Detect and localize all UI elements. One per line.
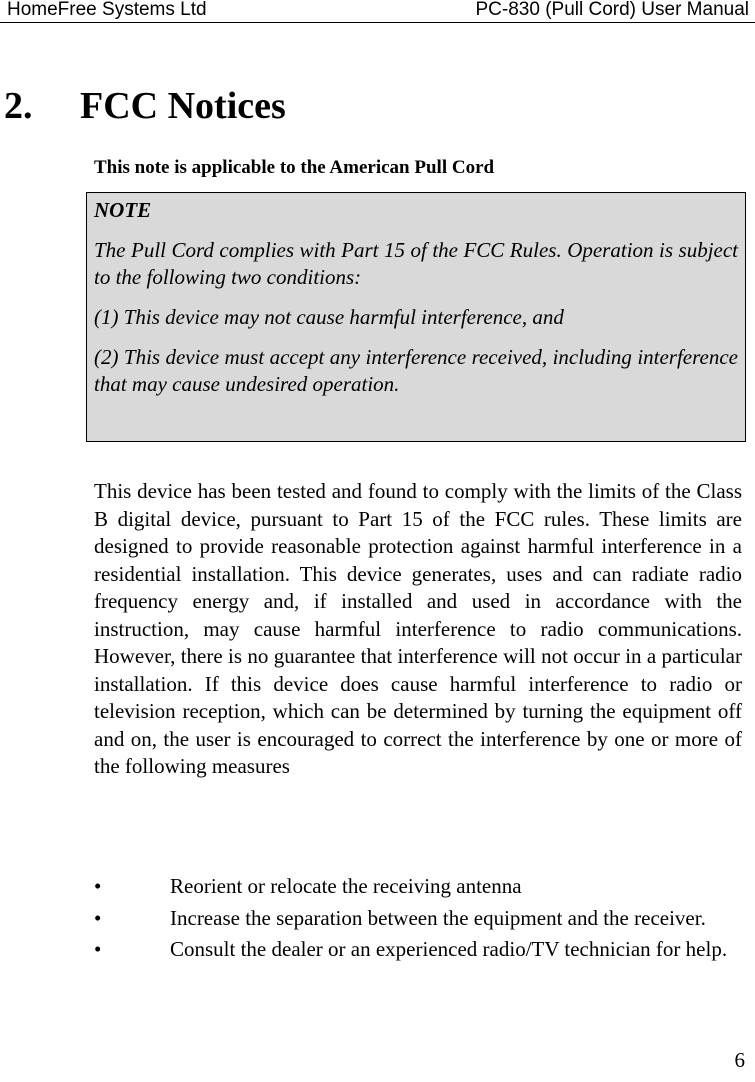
measure-text: Increase the separation between the equipment and the receiver. bbox=[170, 905, 706, 930]
bullet-icon: • bbox=[94, 905, 102, 930]
section-number: 2. bbox=[4, 85, 33, 127]
header-company: HomeFree Systems Ltd bbox=[7, 0, 207, 20]
note-title: NOTE bbox=[94, 198, 152, 222]
note-condition-2: (2) This device must accept any interference received, including interference that may cause undesired operation. bbox=[94, 345, 738, 396]
page-number: 6 bbox=[734, 1048, 745, 1072]
list-item bbox=[94, 936, 742, 964]
bullet-icon: • bbox=[94, 937, 102, 961]
measure-text: Reorient or relocate the receiving antenna bbox=[170, 874, 522, 898]
note-intro: The Pull Cord complies with Part 15 of the FCC Rules. Operation is subject to the following two conditions: bbox=[94, 238, 738, 289]
applicability-note: This note is applicable to the American Pull Cord bbox=[94, 157, 495, 178]
section-heading bbox=[4, 84, 286, 128]
page-header bbox=[0, 0, 755, 23]
header-manual-title: PC-830 (Pull Cord) User Manual bbox=[475, 0, 749, 20]
compliance-paragraph: This device has been tested and found to comply with the limits of the Class B digital device, pursuant to Part 15 of the FCC rules. These limits are designed to provide reasonable protection against harmful interference in a residential installation. This device generates, uses and can radiate radio frequency energy and, if installed and used in accordance with the instruction, may cause harmful interference to radio communications. However, there is no guarantee that interference will not occur in a particular installation. If this device does cause harmful interference to radio or television reception, which can be determined by turning the equipment off and on, the user is encouraged to correct the interference by one or more of the following measures bbox=[94, 479, 742, 778]
note-condition-1: (1) This device may not cause harmful interference, and bbox=[94, 305, 564, 329]
section-title: FCC Notices bbox=[80, 85, 286, 127]
measures-list bbox=[94, 873, 742, 968]
list-item bbox=[94, 873, 742, 901]
fcc-note-box bbox=[86, 192, 746, 442]
measure-text: Consult the dealer or an experienced radio/TV technician for help. bbox=[170, 937, 728, 961]
bullet-icon: • bbox=[94, 874, 102, 898]
list-item bbox=[94, 905, 742, 933]
